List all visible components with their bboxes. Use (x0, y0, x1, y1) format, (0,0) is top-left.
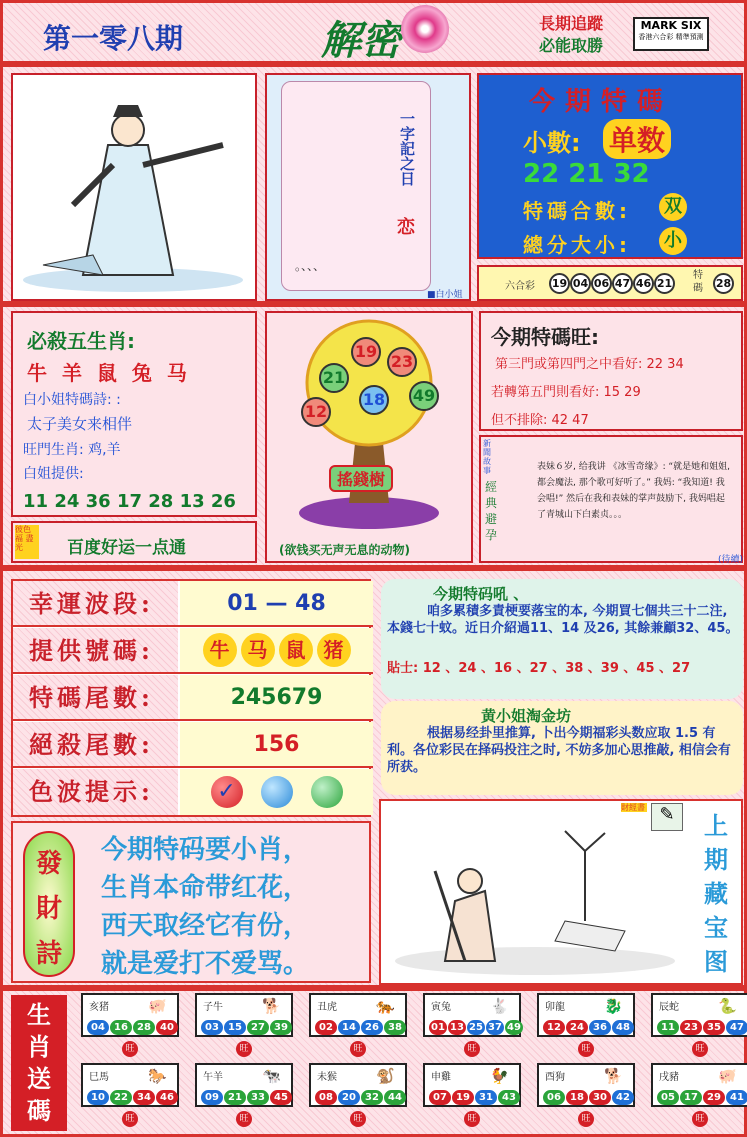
zodiac-number: 24 (566, 1020, 588, 1035)
zodiac-animal-icon: 🐓 (490, 1067, 509, 1085)
zodiac-number: 19 (452, 1090, 474, 1105)
logo-disc-icon (401, 5, 449, 53)
hot-badge: 旺 (122, 1111, 138, 1127)
baidu-box (11, 521, 257, 563)
zodiac-card (309, 1063, 407, 1107)
zodiac-number: 46 (156, 1090, 178, 1105)
hot-badge: 旺 (464, 1041, 480, 1057)
zodiac-animal-icon: 🐕 (604, 1067, 623, 1085)
zodiac-numbers (315, 1090, 406, 1105)
zodiac-number: 14 (338, 1020, 360, 1035)
table-key: 色波提示: (13, 769, 178, 815)
table-row (13, 581, 373, 627)
kill-zodiac-box (11, 311, 257, 517)
blue-wave-ball-icon (261, 776, 293, 808)
small-label: 小數: (523, 129, 581, 157)
zodiac-animal-icon: 🐒 (376, 1067, 395, 1085)
table-row (13, 628, 373, 674)
special-ball-label: 特碼 (693, 270, 703, 294)
zodiac-animal-icon: 🐉 (604, 997, 623, 1015)
zodiac-card (423, 1063, 521, 1107)
zodiac-numbers (657, 1090, 747, 1105)
table-key: 提供號碼: (13, 628, 178, 672)
hot-code-title: 今期特碼旺: (491, 325, 599, 349)
zodiac-number: 07 (429, 1090, 451, 1105)
zodiac-numbers (657, 1020, 747, 1035)
zodiac-number: 41 (726, 1090, 747, 1105)
zodiac-numbers (429, 1090, 520, 1105)
tree-ball: 18 (359, 385, 389, 415)
hot-line-2: 若轉第五門則看好: 15 29 (491, 385, 641, 400)
zodiac-number: 37 (486, 1020, 504, 1035)
zodiac-label: 子牛 (203, 1002, 223, 1013)
middle-panel (0, 304, 747, 568)
treasure-tag: 財經書 (621, 803, 645, 812)
zodiac-label: 亥猪 (89, 1002, 109, 1013)
draw-ball: 04 (570, 273, 591, 294)
kill-zodiac-title: 必殺五生肖: (27, 329, 135, 353)
zodiac-number: 42 (612, 1090, 634, 1105)
total-label: 總分大小: (523, 233, 631, 257)
hot-badge: 旺 (578, 1111, 594, 1127)
zodiac-animal-icon: 🐕 (262, 997, 281, 1015)
zodiac-label: 酉狗 (545, 1072, 565, 1083)
scholar-illustration (11, 73, 257, 301)
provide-animal: 牛 (203, 633, 237, 667)
zodiac-number: 35 (703, 1020, 725, 1035)
fortune-line-4: 就是爱打不爱骂。 (101, 949, 310, 979)
zodiac-number: 17 (680, 1090, 702, 1105)
zodiac-number: 26 (361, 1020, 383, 1035)
zodiac-number: 01 (429, 1020, 447, 1035)
table-row (13, 769, 373, 815)
hot-badge: 旺 (464, 1111, 480, 1127)
mark-six-logo: MARK SIX 香港六合彩 精準預測 (633, 17, 709, 51)
fortune-badge-char: 詩 (35, 939, 62, 969)
zodiac-number: 12 (543, 1020, 565, 1035)
table-key: 絕殺尾數: (13, 722, 178, 766)
baidu-tag: 彼色 福 盡光 (15, 525, 39, 559)
red-wave-ball-icon: ✓ (211, 776, 243, 808)
tree-ball: 12 (301, 397, 331, 427)
fortune-box (11, 821, 371, 983)
table-key: 幸運波段: (13, 581, 178, 625)
zodiac-numbers (87, 1090, 178, 1105)
zodiac-number: 38 (384, 1020, 406, 1035)
kill-line-4: 白姐提供: (23, 466, 84, 482)
zodiac-number: 29 (703, 1090, 725, 1105)
draw-ball: 06 (591, 273, 612, 294)
zodiac-panel (0, 988, 747, 1137)
zodiac-number: 04 (87, 1020, 109, 1035)
zodiac-label: 午羊 (203, 1072, 223, 1083)
zodiac-title-char: 生 (27, 1001, 51, 1029)
table-row (13, 722, 373, 768)
tree-ball: 21 (319, 363, 349, 393)
poem-title: 一字記之日 (398, 111, 416, 186)
provide-animal: 猪 (317, 633, 351, 667)
story-box (479, 435, 743, 563)
special-numbers: 22 21 32 (523, 159, 650, 189)
lower-panel (0, 568, 747, 988)
tree-ball: 23 (387, 347, 417, 377)
zodiac-label: 辰蛇 (659, 1002, 679, 1013)
table-value: 245679 (180, 675, 373, 719)
zodiac-number: 49 (505, 1020, 523, 1035)
special-code-title: 今期特碼 (529, 87, 674, 117)
hot-badge: 旺 (236, 1111, 252, 1127)
zodiac-number: 31 (475, 1090, 497, 1105)
zodiac-card (195, 1063, 293, 1107)
poem-answer: 恋 (397, 217, 415, 238)
treasure-char: 图 (704, 948, 728, 976)
zodiac-label: 未猴 (317, 1072, 337, 1083)
zodiac-card (309, 993, 407, 1037)
zodiac-number: 02 (315, 1020, 337, 1035)
sum-label: 特碼合數: (523, 199, 631, 223)
zodiac-number: 16 (110, 1020, 132, 1035)
table-value: 156 (180, 722, 373, 766)
fortune-badge-char: 發 (35, 849, 62, 879)
zodiac-numbers (543, 1090, 634, 1105)
poem-badge: ■白小姐 (427, 290, 463, 300)
hot-badge: 旺 (692, 1111, 708, 1127)
zodiac-number: 20 (338, 1090, 360, 1105)
zodiac-number: 39 (270, 1020, 292, 1035)
zodiac-animal-icon: 🐍 (718, 997, 737, 1015)
zodiac-number: 09 (201, 1090, 223, 1105)
zodiac-label: 戌豬 (659, 1072, 679, 1083)
info-table (11, 579, 371, 817)
treasure-char: 上 (704, 812, 728, 840)
zodiac-number: 40 (156, 1020, 178, 1035)
zodiac-number: 33 (247, 1090, 269, 1105)
kill-line-2: 太子美女来相伴 (27, 415, 133, 433)
zodiac-number: 21 (224, 1090, 246, 1105)
hot-badge: 旺 (692, 1041, 708, 1057)
hot-badge: 旺 (122, 1041, 138, 1057)
zodiac-animal-icon: 🐄 (262, 1067, 281, 1085)
kill-zodiac-animals: 牛 羊 鼠 兔 马 (27, 361, 191, 385)
slogan-2: 必能取勝 (539, 36, 604, 55)
zodiac-number: 25 (467, 1020, 485, 1035)
zodiac-card (537, 993, 635, 1037)
zodiac-number: 44 (384, 1090, 406, 1105)
draw-result-bar (477, 265, 743, 301)
treasure-char: 藏 (704, 880, 728, 908)
scholar-figure-icon (13, 75, 255, 299)
zodiac-number: 11 (657, 1020, 679, 1035)
zodiac-label: 申雞 (431, 1072, 451, 1083)
story-side-tag: 新聞故事 (483, 439, 491, 475)
zodiac-animal-icon: 🐖 (718, 1067, 737, 1085)
money-tree-caption: (欲钱买无声无息的动物) (279, 543, 410, 557)
treasure-box (379, 799, 743, 985)
treasure-title (699, 809, 733, 979)
kill-line-3: 旺門生肖: 鸡,羊 (23, 442, 121, 458)
draw-balls (549, 273, 675, 294)
zodiac-label: 巳馬 (89, 1072, 109, 1083)
zodiac-number: 27 (247, 1020, 269, 1035)
draw-ball: 47 (612, 273, 633, 294)
slogan-1: 長期追蹤 (539, 14, 604, 33)
zodiac-label: 卯龍 (545, 1002, 565, 1013)
hot-badge: 旺 (578, 1041, 594, 1057)
story-corner: (待續) (717, 555, 743, 565)
zodiac-number: 06 (543, 1090, 565, 1105)
zodiac-number: 18 (566, 1090, 588, 1105)
zodiac-number: 13 (448, 1020, 466, 1035)
zodiac-numbers (315, 1020, 406, 1035)
shout-tip: 貼士: 12 、24 、16 、27 、38 、39 、45 、27 (387, 661, 691, 676)
zodiac-number: 47 (726, 1020, 747, 1035)
treasure-map-icon (385, 811, 685, 981)
zodiac-animal-icon: 🐖 (148, 997, 167, 1015)
baidu-text: 百度好运一点通 (67, 538, 186, 558)
zodiac-number: 15 (224, 1020, 246, 1035)
header (0, 0, 747, 64)
draw-label: 六合彩 (505, 281, 535, 292)
shout-body: 咱多累積多責梗要落宝的本, 今期買七個共三十二注, 本錢七十蚊。近日介紹過11、14 及26, 其餘兼顧32、45。 (387, 604, 739, 636)
zodiac-animal-icon: 🐅 (376, 997, 395, 1015)
zodiac-number: 08 (315, 1090, 337, 1105)
kill-numbers: 11 24 36 17 28 13 26 (23, 491, 236, 512)
table-key: 特碼尾數: (13, 675, 178, 719)
tool-icon: ✎ (651, 803, 683, 831)
zodiac-numbers (87, 1020, 178, 1035)
zodiac-number: 28 (133, 1020, 155, 1035)
zodiac-number: 23 (680, 1020, 702, 1035)
zodiac-numbers (429, 1020, 523, 1035)
provide-numbers (180, 628, 373, 672)
zodiac-number: 34 (133, 1090, 155, 1105)
zodiac-title-char: 送 (27, 1065, 51, 1093)
zodiac-animal-icon: 🐎 (148, 1067, 167, 1085)
fortune-badge (23, 831, 75, 977)
shout-title: 今期特码吼 、 (433, 585, 529, 603)
zodiac-number: 03 (201, 1020, 223, 1035)
story-text: 表妹６岁, 给我讲 《冰雪奇缘》: “就是她和姐姐, 都会魔法, 那个歌可好听了。” 我妈: “我知道! 我会唱!” 然后在我和表妹的掌声鼓励下, 我妈唱起了青城山下白素贞。。。 (537, 462, 731, 520)
zodiac-card (651, 1063, 747, 1107)
table-row (13, 675, 373, 721)
logo-text: 解密 (321, 17, 401, 64)
color-wave-balls (180, 769, 373, 815)
fortune-badge-char: 財 (35, 894, 62, 924)
hot-badge: 旺 (350, 1041, 366, 1057)
small-value: 单数 (603, 119, 671, 159)
zodiac-number: 22 (110, 1090, 132, 1105)
special-code-panel (477, 73, 743, 259)
green-wave-ball-icon (311, 776, 343, 808)
zodiac-title-char: 碼 (27, 1097, 51, 1125)
issue-number: 第一零八期 (43, 22, 184, 55)
hot-line-1: 第三門或第四門之中看好: 22 34 (495, 357, 684, 372)
draw-ball: 21 (654, 273, 675, 294)
gold-box (381, 701, 743, 795)
zodiac-card (81, 1063, 179, 1107)
sum-value: 双 (659, 193, 687, 221)
hot-code-box (479, 311, 743, 431)
treasure-char: 宝 (704, 914, 728, 942)
provide-animal: 马 (241, 633, 275, 667)
zodiac-card (537, 1063, 635, 1107)
fortune-line-1: 今期特码要小肖， (101, 835, 310, 865)
draw-ball: 19 (549, 273, 570, 294)
total-value: 小 (659, 227, 687, 255)
poem-scroll (265, 73, 471, 301)
zodiac-title-char: 肖 (27, 1033, 51, 1061)
tree-ball: 19 (351, 337, 381, 367)
special-ball: 28 (713, 273, 734, 294)
zodiac-animal-icon: 🐇 (490, 997, 509, 1015)
zodiac-numbers (201, 1020, 292, 1035)
zodiac-numbers (543, 1020, 634, 1035)
zodiac-number: 05 (657, 1090, 679, 1105)
zodiac-number: 43 (498, 1090, 520, 1105)
zodiac-card (81, 993, 179, 1037)
treasure-char: 期 (704, 846, 728, 874)
gold-title: 黄小姐淘金坊 (481, 707, 572, 725)
story-side-title: 經典避孕 (485, 480, 498, 542)
fortune-line-2: 生肖本命带红花， (101, 873, 310, 903)
money-tree-box (265, 311, 473, 563)
zodiac-title (11, 995, 67, 1131)
zodiac-number: 45 (270, 1090, 292, 1105)
zodiac-number: 32 (361, 1090, 383, 1105)
hot-line-3: 但不排除: 42 47 (491, 413, 589, 428)
shout-box (381, 579, 743, 699)
zodiac-number: 48 (612, 1020, 634, 1035)
money-tree-label: 搖錢樹 (329, 465, 393, 492)
provide-animal: 鼠 (279, 633, 313, 667)
fortune-line-3: 西天取经它有份， (101, 911, 310, 941)
zodiac-card (651, 993, 747, 1037)
zodiac-number: 10 (87, 1090, 109, 1105)
poem-marks: 。、、、 (295, 259, 326, 273)
tree-ball: 49 (409, 381, 439, 411)
gold-body: 根据易经卦里推算, 卜出今期福彩头数应取 1.5 有利。各位彩民在择码投注之时, 不妨多加心思推敲, 相信会有所获。 (387, 726, 731, 775)
zodiac-label: 寅兔 (431, 1002, 451, 1013)
hot-badge: 旺 (350, 1111, 366, 1127)
top-panel (0, 64, 747, 304)
zodiac-label: 丑虎 (317, 1002, 337, 1013)
zodiac-card (195, 993, 293, 1037)
zodiac-number: 36 (589, 1020, 611, 1035)
zodiac-number: 30 (589, 1090, 611, 1105)
kill-line-1: 白小姐特碼詩: : (23, 392, 121, 408)
zodiac-card (423, 993, 521, 1037)
hot-badge: 旺 (236, 1041, 252, 1057)
zodiac-numbers (201, 1090, 292, 1105)
table-value: 01 — 48 (180, 581, 373, 625)
draw-ball: 46 (633, 273, 654, 294)
